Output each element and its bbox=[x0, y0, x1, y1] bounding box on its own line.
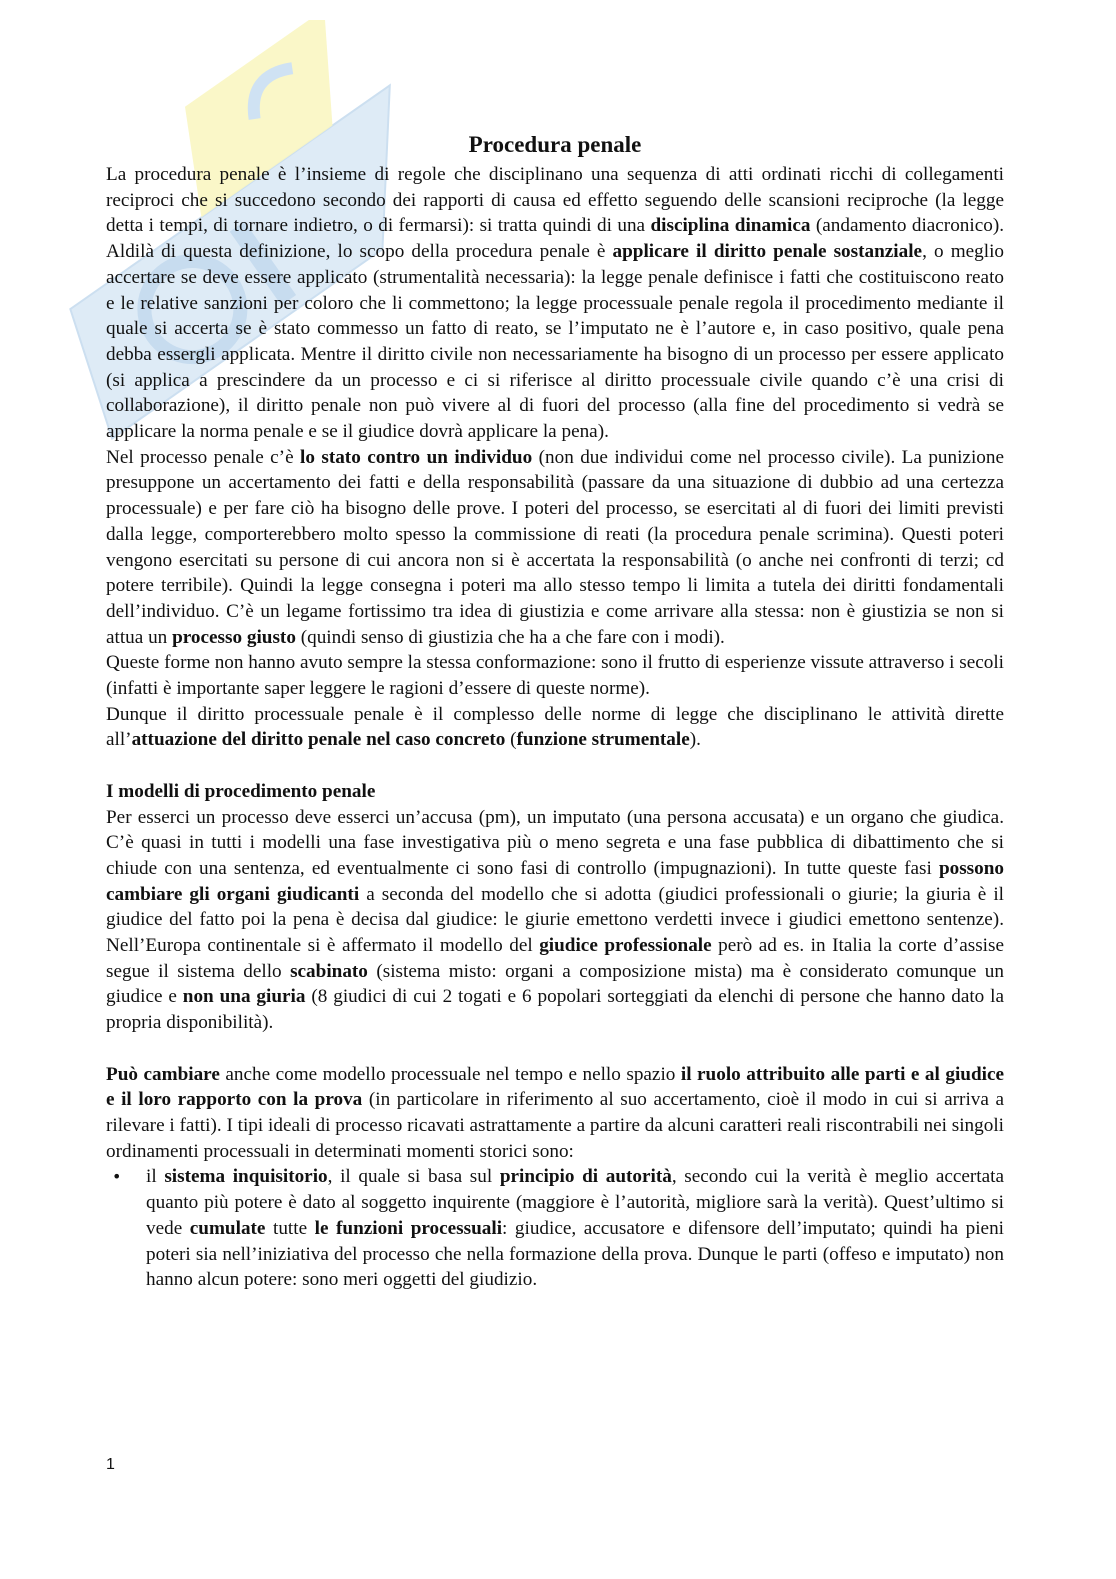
text-run: ( bbox=[505, 729, 517, 751]
bold-text: applicare il diritto penale sostanziale bbox=[612, 241, 923, 263]
text-run: (sistema misto: organi a composizione mista) ma è considerato comunque un giudice e bbox=[106, 960, 1004, 1008]
text-run: però ad es. in Italia la corte d’assise segue il sistema dello bbox=[106, 935, 1004, 982]
text-run: , il quale si basa sul bbox=[327, 1166, 500, 1188]
text-run: tutte bbox=[265, 1217, 315, 1239]
bold-text: possono cambiare gli organi giudicanti bbox=[106, 857, 1004, 905]
bold-text: le funzioni processuali bbox=[314, 1217, 503, 1239]
paragraph bbox=[106, 162, 1004, 445]
section-paragraphs bbox=[106, 805, 1004, 1036]
bold-text: sistema inquisitorio bbox=[164, 1166, 328, 1188]
text-run: (andamento diacronico). Aldilà di questa definizione, lo scopo della procedura penale è bbox=[106, 215, 1005, 263]
bold-text: cumulate bbox=[189, 1217, 266, 1239]
bold-text: lo stato contro un individuo bbox=[300, 446, 533, 468]
bullet-list bbox=[106, 1164, 1004, 1293]
bold-text: il ruolo attribuito alle parti e al giudice e il loro rapporto con la prova bbox=[106, 1063, 1004, 1111]
bold-text: processo giusto bbox=[172, 626, 296, 648]
text-run: Dunque il diritto processuale penale è il complesso delle norme di legge che disciplinano le attività dirette all’ bbox=[106, 703, 1004, 751]
text-run: Per esserci un processo deve esserci un’accusa (pm), un imputato (una persona accusata) e un organo che giudica. C’è quasi in tutti i modelli una fase investigativa più o meno segreta e una fase pubblica di dibattimento che si chiude con una sentenza, ed eventualmente ci sono fasi di controllo (impugnazioni). In tutte queste fasi bbox=[106, 806, 1004, 879]
text-run: (8 giudici di cui 2 togati e 6 popolari sorteggiati da elenchi di persone che hanno dato la propria disponibilità). bbox=[106, 986, 1004, 1034]
text-run: (in particolare in riferimento al suo accertamento, cioè il modo in cui si arriva a rilevare i fatti). I tipi ideali di processo ricavati astrattamente a partire da alcuni caratteri reali riscontrabili nei singoli ordinamenti processuali in determinati momenti storici sono: bbox=[106, 1089, 1004, 1162]
paragraph bbox=[106, 650, 1004, 701]
list-item bbox=[106, 1164, 1004, 1293]
text-run: il bbox=[146, 1166, 165, 1188]
text-run: ). bbox=[689, 729, 701, 751]
bold-text: non una giuria bbox=[182, 986, 306, 1008]
text-run: : giudice, accusatore e difensore dell’imputato; quindi ha pieni poteri sia nell’iniziativa del processo che nella formazione della prova. Dunque le parti (offeso e imputato) non hanno alcun potere: sono meri oggetti del giudizio. bbox=[146, 1217, 1004, 1291]
bold-text: funzione strumentale bbox=[516, 729, 690, 751]
models-paragraph bbox=[106, 1062, 1004, 1165]
document-title: Procedura penale bbox=[468, 132, 642, 157]
bold-text: attuazione del diritto penale nel caso concreto bbox=[131, 729, 506, 751]
text-run: (non due individui come nel processo civile). La punizione presuppone un accertamento dei fatti e della responsabilità (passare da una situazione di dubbio ad una certezza processuale) e per fare ciò ha bisogno delle prove. I poteri del processo, se esercitati al di fuori dei limiti previsti dalla legge, comporterebbero molto spesso la commissione di reati (la procedura penale scrimina). Questi poteri vengono esercitati su persone di cui ancora non si è accertata la responsabilità (o anche nei confronti di terzi; cd potere terribile). Quindi la legge consegna i poteri ma allo stesso tempo li limita a tutela dei diritti fondamentali dell’individuo. C’è un legame fortissimo tra idea di giustizia e come arrivare alla stessa: non è giustizia se non si attua un bbox=[106, 446, 1004, 648]
text-run: Queste forme non hanno avuto sempre la stessa conformazione: sono il frutto di esperienze vissute attraverso i secoli (infatti è importante saper leggere le ragioni d’essere di queste norme). bbox=[106, 652, 1004, 700]
intro-paragraphs bbox=[106, 162, 1004, 753]
spacer bbox=[106, 753, 1004, 779]
text-run: Nel processo penale c’è bbox=[106, 446, 301, 468]
paragraph bbox=[106, 702, 1004, 753]
bold-text: giudice professionale bbox=[539, 935, 712, 957]
text-run: , o meglio accertare se deve essere applicato (strumentalità necessaria): la legge penale definisce i fatti che costituiscono reato e le relative sanzioni per coloro che li commettono; la legge processuale penale regola il procedimento mediante il quale si accerta se è stato commesso un fatto di reato, se l’imputato ne è l’autore e, in caso positivo, quale pena debba essergli applicata. Mentre il diritto civile non necessariamente ha bisogno di un processo per essere applicato (si applica a prescindere da un processo e ci si riferisce al diritto processuale civile quando c’è una crisi di collaborazione), il diritto penale non può vivere al di fuori del processo (alla fine del procedimento si vedrà se applicare la norma penale e se il giudice dovrà applicare la pena). bbox=[106, 241, 1004, 443]
text-run: anche come modello processuale nel tempo e nello spazio bbox=[219, 1063, 681, 1085]
bold-text: Può cambiare bbox=[106, 1063, 220, 1085]
paragraph bbox=[106, 805, 1004, 1036]
bullet-icon: • bbox=[112, 1167, 122, 1187]
bold-text: disciplina dinamica bbox=[650, 215, 811, 237]
spacer bbox=[106, 1036, 1004, 1062]
page-number: 1 bbox=[106, 1456, 115, 1473]
bold-text: scabinato bbox=[290, 960, 368, 982]
bold-text: principio di autorità bbox=[499, 1166, 672, 1188]
text-run: La procedura penale è l’insieme di regole che disciplinano una sequenza di atti ordinati ricchi di collegamenti reciproci che si succedono secondo dei rapporti di causa ed effetto seguendo delle scansioni reciproche (la legge detta i tempi, di tornare indietro, o di fermarsi): si tratta quindi di una bbox=[106, 164, 1004, 237]
document-page bbox=[106, 130, 1004, 1293]
text-run: , secondo cui la verità è meglio accertata quanto più potere è dato al soggetto inquirente (maggiore è l’autorità, migliore sarà la verità). Quest’ultimo si vede bbox=[146, 1166, 1004, 1239]
paragraph bbox=[106, 445, 1004, 651]
text-run: a seconda del modello che si adotta (giudici professionali o giurie; la giuria è il giudice del fatto poi la pena è decisa dal giudice: le giurie emettono verdetti invece i giudici emettono sentenze). Nell’Europa continentale si è affermato il modello del bbox=[106, 883, 1005, 957]
text-run: (quindi senso di giustizia che ha a che fare con i modi). bbox=[295, 626, 725, 648]
section-heading: I modelli di procedimento penale bbox=[106, 780, 376, 802]
